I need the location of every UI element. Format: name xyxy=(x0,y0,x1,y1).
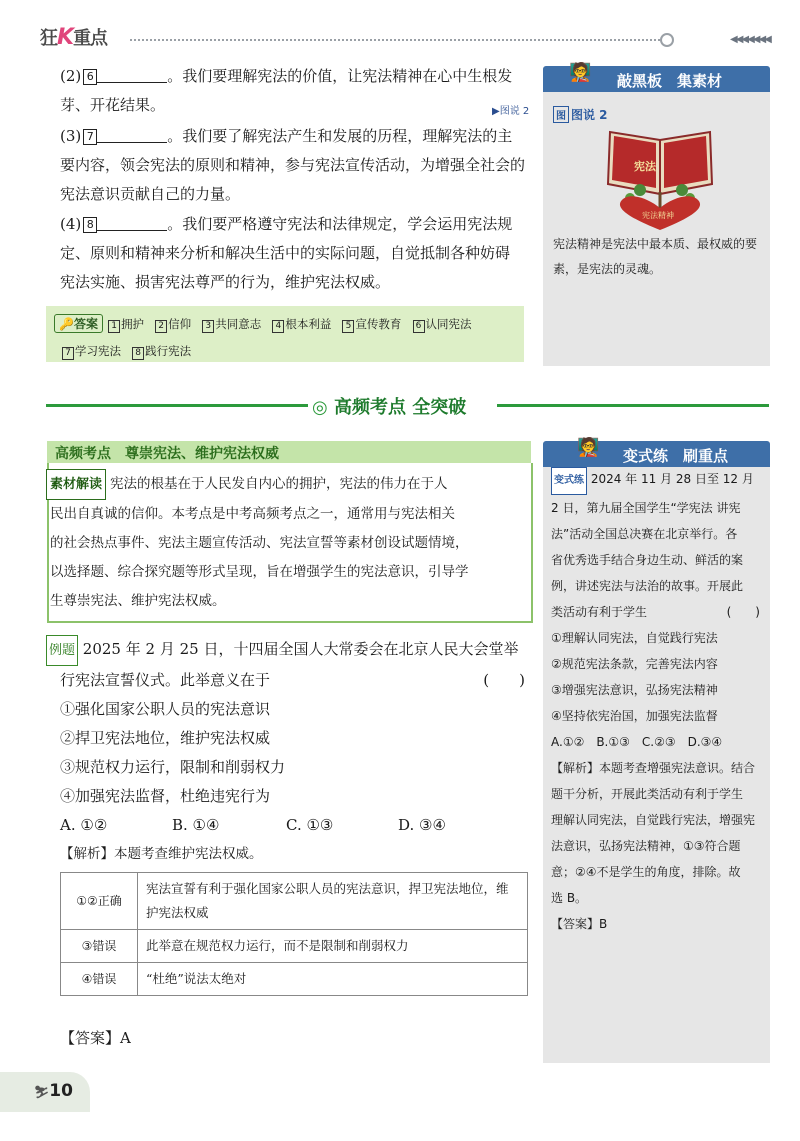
item-4: (4) 8 。我们要严格遵守宪法和法律规定，学会运用宪法规 定、原则和精神来分析和解决生活中的实际问题，自觉抵制各种妨碍 宪法实施、损害宪法尊严的行为，维护宪法权威。 xyxy=(60,215,513,291)
section-banner: ◎ 高频考点 全突破 xyxy=(312,397,467,418)
answer-box: 🔑答案 1 拥护 2 信仰 3 共同意志 4 根本利益 5 宣传教育 6 认同宪法 7 学习宪法 8 践行宪法 xyxy=(46,306,524,362)
figure-label: 图 图说 2 xyxy=(553,106,608,123)
answer-tag: 🔑答案 xyxy=(54,314,103,333)
table-row: ④错误 “杜绝”说法太绝对 xyxy=(61,963,528,996)
item-2: (2) 6 。我们要理解宪法的价值，让宪法精神在心中生根发 芽、开花结果。 xyxy=(60,67,513,114)
sidebar-figure-text: 宪法精神是宪法中最本质、最权威的要素，是宪法的灵魂。 xyxy=(553,237,758,276)
runner-icon: ⛷ xyxy=(34,1085,50,1099)
page-number: ⛷10 xyxy=(34,1081,73,1101)
material-text: 素材解读 宪法的根基在于人民发自内心的拥护，宪法的伟力在于人 民出自真诚的信仰。本考点是中考高频考点之一，通常用与宪法相关 的社会热点事件、宪法主题宣传活动、宪法宣誓等素材创设试题情境， 以选择题、综合探究题等形式呈现，旨在增强学生的宪法意识，引导学 生尊崇宪法、维护宪法权威。 xyxy=(46,469,526,616)
book-title: 宪法 xyxy=(634,160,656,173)
sidebar-figure-header: 🧑‍🏫 敲黑板 集素材 xyxy=(543,66,770,92)
teacher-icon: 🧑‍🏫 xyxy=(569,62,592,83)
header-arrows-icon: ◀◀◀◀◀◀◀ xyxy=(730,34,770,45)
figure-ref: ▶图说 2 xyxy=(492,106,530,117)
topic-bar: 高频考点 尊崇宪法、维护宪法权威 xyxy=(47,441,531,463)
logo: 狂K重点 xyxy=(40,25,108,50)
banner-line-right xyxy=(497,404,769,407)
example-answer: 【答案】A xyxy=(60,1029,131,1047)
header-circle xyxy=(660,33,674,47)
heart-label: 宪法精神 xyxy=(642,211,674,220)
practice-header: 🧑‍🏫 变式练 刷重点 xyxy=(543,441,770,467)
target-icon: ◎ xyxy=(312,397,328,418)
analysis-table xyxy=(60,872,528,996)
table-row: ③错误 此举意在规范权力运行，而不是限制和削弱权力 xyxy=(61,930,528,963)
practice-question: 变式练 2024 年 11 月 28 日至 12 月 2 日，第九届全国学生“学宪法 讲宪 法”活动全国总决赛在北京举行。各 省优秀选手结合身边生动、鲜活的案 例，讲述宪法与法治的故事。开展此 类活动有利于学生 ( ) ①理解认同宪法，自觉践行宪法 ②规范宪法条款，完善宪法内容 ③增强宪法意识，弘扬宪法精神 ④坚持依宪治国，加强宪法监督 A.①② B.①③ C.②③ D.③④ 【解析】本题考查增强宪法意识。结合 题干分析，开展此类活动有利于学生 理解认同宪法，自觉践行宪法，增强宪 法意识，弘扬宪法精神，①③符合题 意；②④不是学生的角度，排除。故 选 B。 【答案】B xyxy=(551,466,766,937)
item-3: (3) 7 。我们要了解宪法产生和发展的历程，理解宪法的主 要内容，领会宪法的原则和精神，参与宪法宣传活动，为增强全社会的 宪法意识贡献自己的力量。 xyxy=(60,127,526,203)
teacher-icon: 🧑‍🏫 xyxy=(577,437,600,458)
example-question: 例题 2025 年 2 月 25 日，十四届全国人大常委会在北京人民大会堂举 行宪法宣誓仪式。此举意义在于 ( ) ①强化国家公职人员的宪法意识 ②捍卫宪法地位，维护宪法权威 ③规范权力运行，限制和削弱权力 ④加强宪法监督，杜绝违宪行为 A. ①② B. ①④ C. ①③ D. ③④ 【解析】本题考查维护宪法权威。 xyxy=(46,635,531,869)
banner-line-left xyxy=(46,404,308,407)
table-row: ①②正确 宪法宣誓有利于强化国家公职人员的宪法意识，捍卫宪法地位，维护宪法权威 xyxy=(61,873,528,930)
key-icon: 🔑 xyxy=(59,317,74,331)
constitution-illustration xyxy=(590,122,730,232)
header-rule xyxy=(130,39,660,41)
